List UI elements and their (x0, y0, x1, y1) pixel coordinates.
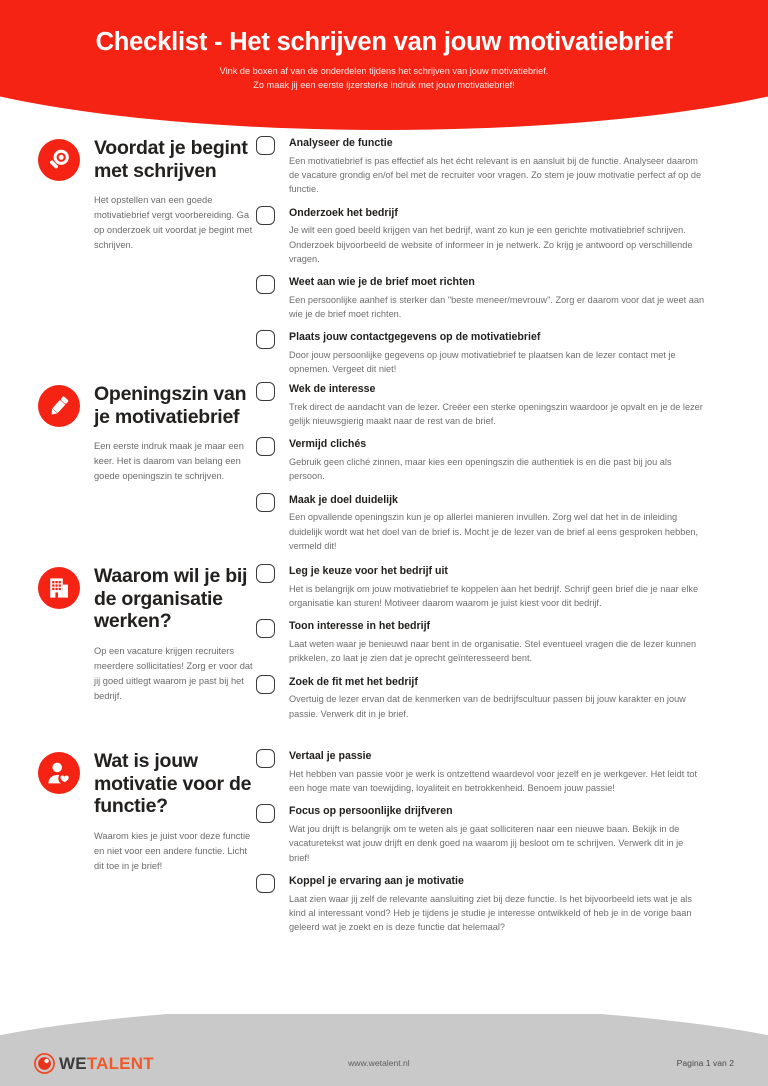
checklist-item (256, 874, 706, 935)
checklist-item-body (289, 749, 706, 795)
checklist-item-body (289, 437, 706, 483)
section-checklist (256, 378, 706, 553)
office-building-icon (38, 567, 80, 609)
person-heart-icon (38, 752, 80, 794)
footer-website-url[interactable]: www.wetalent.nl (348, 1058, 410, 1068)
section-title: Openingszin van je motivatiebrief (94, 383, 247, 428)
checklist-item-title: Analyseer de functie (289, 137, 393, 149)
checklist-item-description: Het is belangrijk om jouw motivatiebrief te koppelen aan het bedrijf. Schrijf geen brief die je naar elke organisatie kan sturen! Motiveer daarom waarom je juist kiest voor dit bedrijf. (289, 583, 699, 609)
page-footer (0, 1014, 768, 1086)
section-checklist (256, 132, 706, 377)
checkbox[interactable] (256, 675, 275, 694)
checklist-item-description: Je wilt een goed beeld krijgen van het bedrijf, want zo kun je een gerichte motivatiebrief schrijven. Onderzoek bijvoorbeeld de website of informeer in je netwerk. Zo krijg je antwoord op verschillende vragen. (289, 225, 693, 264)
checkbox[interactable] (256, 206, 275, 225)
section-intro (38, 378, 256, 484)
checklist-item-description: Door jouw persoonlijke gegevens op jouw motivatiebrief te plaatsen kan de lezer contact met je opnemen. Vergeet dit niet! (289, 350, 676, 375)
checkbox[interactable] (256, 564, 275, 583)
checkbox[interactable] (256, 804, 275, 823)
checklist-item-description: Een motivatiebrief is pas effectief als het écht relevant is en aansluit bij de functie. Analyseer daarom de vacature grondig en/of bel met de recruiter voor vragen. Zo stem je jouw motivatie perfect af op de functie. (289, 155, 702, 195)
checklist-item-body (289, 804, 706, 865)
section-description: Een eerste indruk maak je maar een keer. Het is daarom van belang een goede openingszin te schrijven. (94, 441, 244, 482)
section-checklist (256, 745, 706, 934)
checklist-item-title: Toon interesse in het bedrijf (289, 620, 431, 633)
checklist-item (256, 437, 706, 483)
checklist-item (256, 675, 706, 721)
checklist-item-body (289, 493, 706, 554)
checkbox[interactable] (256, 330, 275, 349)
checklist-section (0, 132, 768, 377)
checklist-item (256, 564, 706, 610)
page-title: Checklist - Het schrijven van jouw motivatiebrief (95, 28, 673, 56)
checklist-item (256, 804, 706, 865)
wetalent-logo-mark-icon (34, 1053, 55, 1074)
logo-text-we: WE (59, 1053, 87, 1073)
checkbox[interactable] (256, 749, 275, 768)
section-description: Op een vacature krijgen recruiters meerdere sollicitaties! Zorg er voor dat jij goed uitlegt waarom je past bij het bedrijf. (94, 645, 253, 701)
section-description: Waarom kies je juist voor deze functie en niet voor een andere functie. Licht dit toe in je brief! (94, 830, 251, 871)
checklist-item-description: Gebruik geen cliché zinnen, maar kies een openingszin die authentiek is en die past bij jou als persoon. (289, 457, 672, 482)
checkbox[interactable] (256, 275, 275, 294)
section-intro (38, 132, 256, 253)
section-title: Wat is jouw motivatie voor de functie? (94, 750, 252, 818)
section-intro (38, 745, 256, 874)
checklist-item-description: Laat zien waar jij zelf de relevante aansluiting ziet bij deze functie. Is het bijvoorbeeld iets wat je als kind al interessant vond? Heb je tijdens je studie je interesse ontwikkeld of heb je in de vorige baan geleerd wat je zoekt en is deze functie dat helemaal? (289, 893, 692, 933)
checklist-item (256, 493, 706, 554)
section-textblock (94, 565, 256, 704)
section-title: Voordat je begint met schrijven (94, 137, 248, 182)
section-textblock (94, 750, 256, 874)
checklist-item-body (289, 675, 706, 721)
checkbox[interactable] (256, 437, 275, 456)
checklist-item (256, 619, 706, 665)
checklist-content (0, 132, 768, 1014)
checklist-section (0, 560, 768, 721)
checklist-item-body (289, 136, 706, 197)
checklist-item-title: Vermijd clichés (289, 438, 367, 451)
checklist-item-title: Leg je keuze voor het bedrijf uit (289, 565, 448, 577)
checklist-item-description: Wat jou drijft is belangrijk om te weten als je gaat solliciteren naar een nieuwe baan. Bekijk in de vacaturetekst wat jouw drijft en denk goed na waarom jij besloot om te schrijven. Verwerk dit in je brief! (289, 824, 684, 863)
checklist-item-description: Het hebben van passie voor je werk is ontzettend waardevol voor jezelf en je werkgever. Het leidt tot een hoge mate van toewijding, loyaliteit en betrokkenheid. Benoem jouw passie! (289, 768, 698, 794)
magnifier-icon (38, 139, 80, 181)
checklist-item-description: Een opvallende openingszin kun je op allerlei manieren invullen. Zorg wel dat het in de inleiding duidelijk wordt wat het doel van de brief is. Mocht je de lezer van de brief al eens gesproken hebben, vermeld dit! (289, 512, 699, 551)
checklist-item-body (289, 619, 706, 665)
checklist-item-title: Focus op persoonlijke drijfveren (289, 805, 453, 818)
checklist-item-description: Een persoonlijke aanhef is sterker dan "beste meneer/mevrouw". Zorg er daarom voor dat je weet aan wie je de brief moet richten. (289, 294, 705, 320)
header-subtitle-line1: Vink de boxen af van de onderdelen tijdens het schrijven van jouw motivatiebrief. (219, 66, 549, 77)
checklist-item-title: Wek de interesse (289, 383, 376, 395)
section-textblock (94, 137, 256, 253)
checklist-item-title: Weet aan wie je de brief moet richten (289, 276, 475, 289)
pencil-icon (38, 385, 80, 427)
checklist-item (256, 136, 706, 197)
checklist-item (256, 330, 706, 376)
checklist-item-title: Plaats jouw contactgegevens op de motivatiebrief (289, 331, 541, 344)
checklist-item (256, 382, 706, 428)
checkbox[interactable] (256, 493, 275, 512)
checklist-section (0, 378, 768, 553)
section-textblock (94, 383, 256, 484)
checklist-item-description: Laat weten waar je benieuwd naar bent in de organisatie. Stel eventueel vragen die de lezer kunnen prikkelen, zo laat je zien dat je oprecht geïnteresseerd bent. (289, 639, 697, 664)
section-description: Het opstellen van een goede motivatiebrief vergt voorbereiding. Ga op onderzoek uit voordat je begint met schrijven. (94, 195, 253, 251)
checklist-item-body (289, 275, 706, 321)
footer-page-number: Pagina 1 van 2 (676, 1058, 734, 1068)
section-intro (38, 560, 256, 704)
checklist-item-body (289, 206, 706, 267)
header-subtitle-line2: Zo maak jij een eerste ijzersterke indruk met jouw motivatiebrief! (253, 79, 515, 90)
checklist-item-body (289, 382, 706, 428)
checklist-item-description: Overtuig de lezer ervan dat de kenmerken van de bedrijfscultuur passen bij jouw karakter en jouw passie. Verwerk dit in je brief. (289, 694, 686, 719)
checklist-item (256, 749, 706, 795)
checklist-item-body (289, 874, 706, 935)
checklist-section (0, 745, 768, 934)
checklist-item-body (289, 564, 706, 610)
logo-text-talent: TALENT (86, 1053, 154, 1073)
checklist-item-title: Vertaal je passie (289, 750, 372, 762)
checklist-item-title: Zoek de fit met het bedrijf (289, 675, 418, 688)
checklist-item-title: Onderzoek het bedrijf (289, 206, 398, 219)
checkbox[interactable] (256, 874, 275, 893)
page-header (0, 0, 768, 132)
checklist-item-description: Trek direct de aandacht van de lezer. Creëer een sterke openingszin waardoor je opvalt en je de lezer gelijk nieuwsgierig maakt naar de rest van de brief. (289, 401, 703, 427)
checklist-item-title: Maak je doel duidelijk (289, 493, 398, 506)
checklist-item-body (289, 330, 706, 376)
wetalent-logo (34, 1053, 154, 1074)
checklist-item (256, 275, 706, 321)
section-title: Waarom wil je bij de organisatie werken? (94, 565, 248, 633)
checkbox[interactable] (256, 382, 275, 401)
checklist-item (256, 206, 706, 267)
section-checklist (256, 560, 706, 721)
checkbox[interactable] (256, 619, 275, 638)
checklist-item-title: Koppel je ervaring aan je motivatie (289, 874, 464, 887)
checkbox[interactable] (256, 136, 275, 155)
